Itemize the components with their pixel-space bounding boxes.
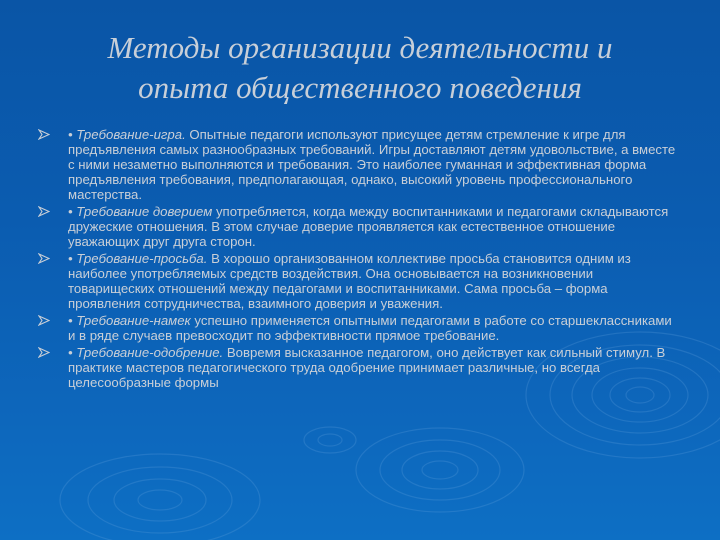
- bullet-lead: • Требование доверием: [68, 204, 213, 219]
- arrowhead-bullet-icon: [38, 347, 50, 358]
- bullet-lead: • Требование-игра.: [68, 127, 186, 142]
- arrowhead-bullet-icon: [38, 206, 50, 217]
- bullet-lead: • Требование-одобрение.: [68, 345, 224, 360]
- bullet-text: В хорошо организованном коллективе просьба становится одним из наиболее употребляемых средств воздействия. Она основывается на возникновении товарищеских отношений между педагогами и воспитанниками. Сама просьба – форма проявления сотрудничества, взаимного доверия и уважения.: [68, 251, 631, 311]
- bullet-item: [38, 127, 678, 202]
- bullet-text: употребляется, когда между воспитанниками и педагогами складываются дружеские отношения. В этом случае доверие проявляется как естественное отношение уважающих друг друга сторон.: [68, 204, 669, 249]
- bullet-item: [38, 251, 678, 311]
- title-line-2: опыта общественного поведения: [138, 70, 582, 105]
- bullet-list: [38, 127, 678, 390]
- slide-title: [60, 28, 660, 108]
- arrowhead-bullet-icon: [38, 253, 50, 264]
- bullet-text: Вовремя высказанное педагогом, оно действует как сильный стимул. В практике мастеров педагогического труда одобрение принимает различные, но всегда целесообразные формы: [68, 345, 666, 390]
- arrowhead-bullet-icon: [38, 315, 50, 326]
- bullet-lead: • Требование-просьба.: [68, 251, 208, 266]
- bullet-item: [38, 313, 678, 343]
- bullet-item: [38, 345, 678, 390]
- bullet-item: [38, 204, 678, 249]
- bullet-text: Опытные педагоги используют присущее детям стремление к игре для предъявления самых разнообразных требований. Игры доставляют детям удовольствие, а вместе с ними незаметно выполняются и требования. Это наиболее гуманная и эффективная форма предъявления требования, предполагающая, однако, высокий уровень профессионального мастерства.: [68, 127, 676, 202]
- bullet-text: успешно применяется опытными педагогами в работе со старшеклассниками и в ряде случаев превосходит по эффективности прямое требование.: [68, 313, 672, 343]
- bullet-lead: • Требование-намек: [68, 313, 191, 328]
- title-line-1: Методы организации деятельности и: [107, 30, 613, 65]
- arrowhead-bullet-icon: [38, 129, 50, 140]
